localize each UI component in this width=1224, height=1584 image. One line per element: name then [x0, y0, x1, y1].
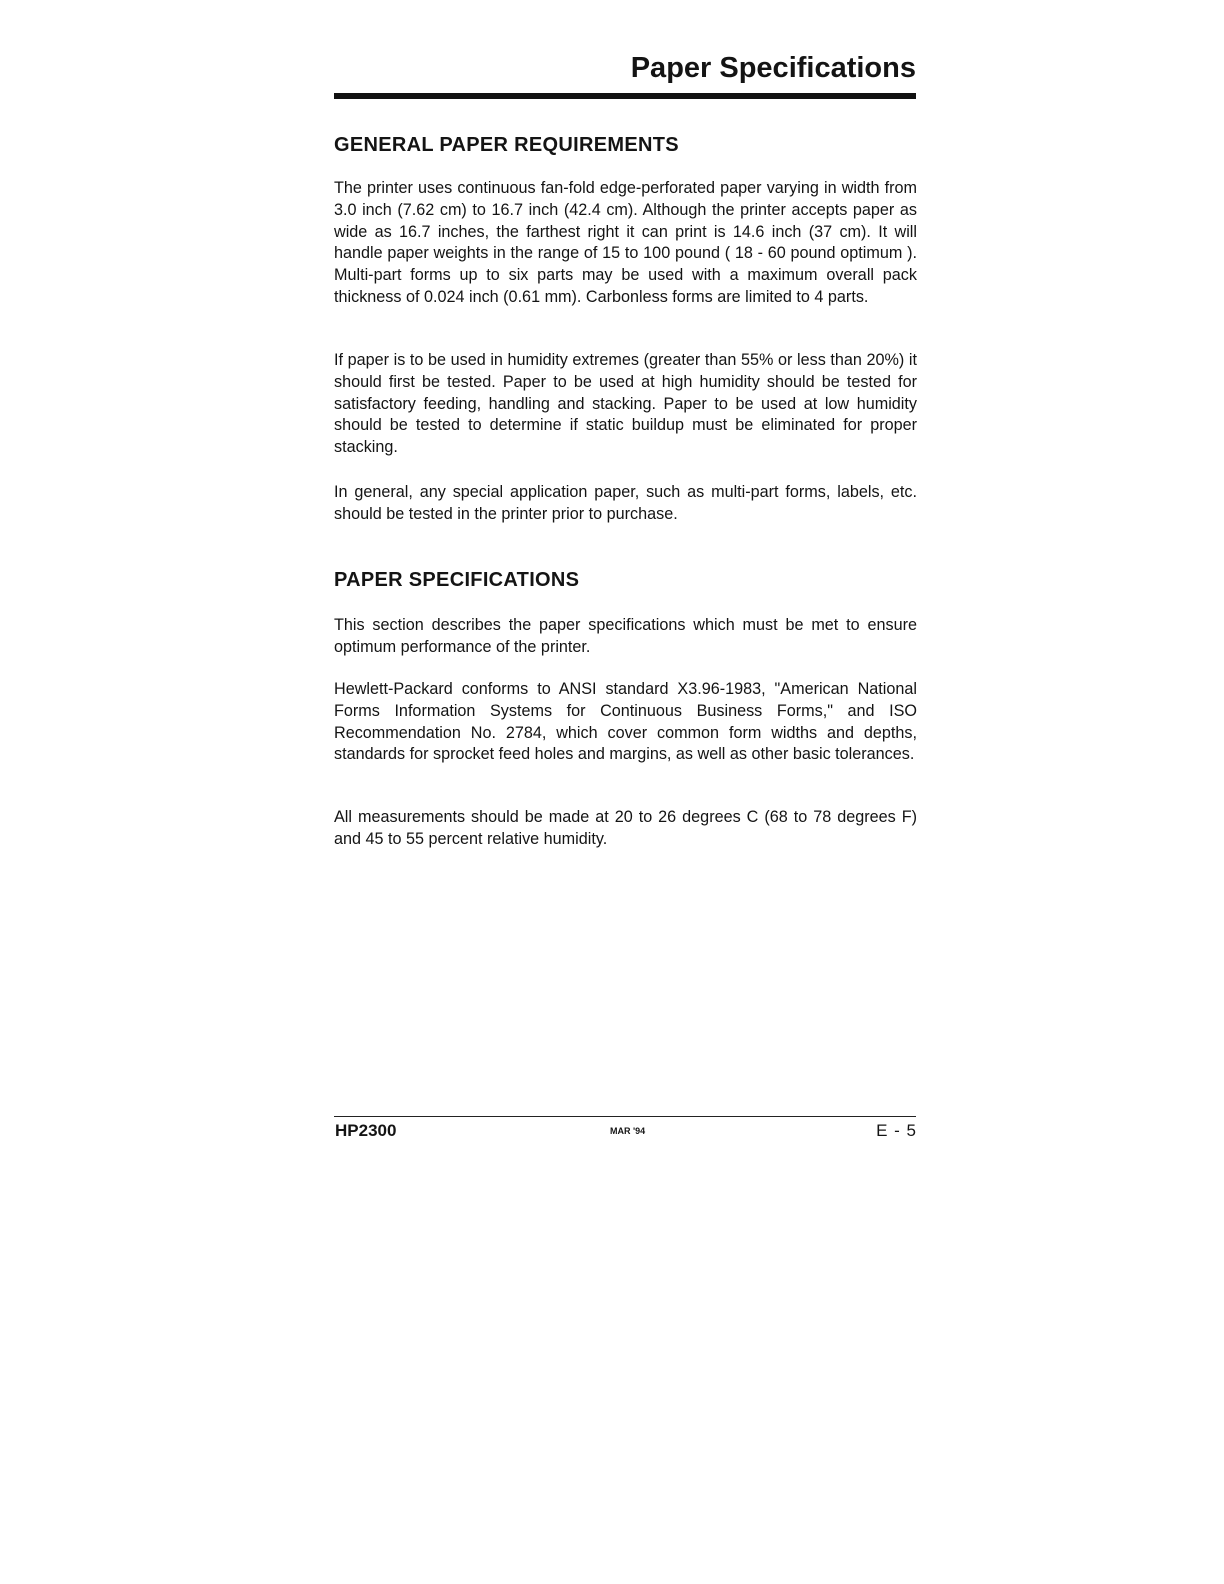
page-title: Paper Specifications — [630, 52, 916, 84]
heading-paper-specifications: PAPER SPECIFICATIONS — [334, 569, 580, 591]
paragraph-humidity-testing: If paper is to be used in humidity extremes (greater than 55% or less than 20%) it should first be tested. Paper to be used at high humidity should be tested for satisfactory feeding, handling and stacking. Paper to be used at low humidity should be tested to determine if static buildup must be eliminated for proper stacking. — [334, 351, 917, 457]
paragraph-ansi-standard: Hewlett-Packard conforms to ANSI standard X3.96-1983, "American National Forms Information Systems for Continuous Business Forms," and ISO Recommendation No. 2784, which cover common form widths and depths, standards for sprocket feed holes and margins, as well as other basic tolerances. — [334, 680, 917, 764]
footer-date: MAR '94 — [610, 1126, 646, 1136]
footer-page-number: E - 5 — [876, 1121, 917, 1140]
paragraph-measurement-conditions: All measurements should be made at 20 to 26 degrees C (68 to 78 degrees F) and 45 to 55 percent relative humidity. — [334, 808, 917, 848]
paragraph-paper-dimensions: The printer uses continuous fan-fold edge-perforated paper varying in width from 3.0 inch (7.62 cm) to 16.7 inch (42.4 cm). Although the printer accepts paper as wide as 16.7 inches, the farthest right it can print is 14.6 inch (37 cm). It will handle paper weights in the range of 15 to 100 pound ( 18 - 60 pound optimum ). Multi-part forms up to six parts may be used with a maximum overall pack thickness of 0.024 inch (0.61 mm). Carbonless forms are limited to 4 parts. — [334, 179, 917, 306]
paragraph-section-description: This section describes the paper specifications which must be met to ensure optimum performance of the printer. — [334, 616, 917, 656]
footer-rule — [334, 1116, 916, 1117]
footer-model: HP2300 — [335, 1121, 397, 1140]
heading-general-paper-requirements: GENERAL PAPER REQUIREMENTS — [334, 134, 679, 156]
paragraph-special-paper: In general, any special application paper, such as multi-part forms, labels, etc. should be tested in the printer prior to purchase. — [334, 483, 917, 523]
title-rule — [334, 93, 916, 99]
